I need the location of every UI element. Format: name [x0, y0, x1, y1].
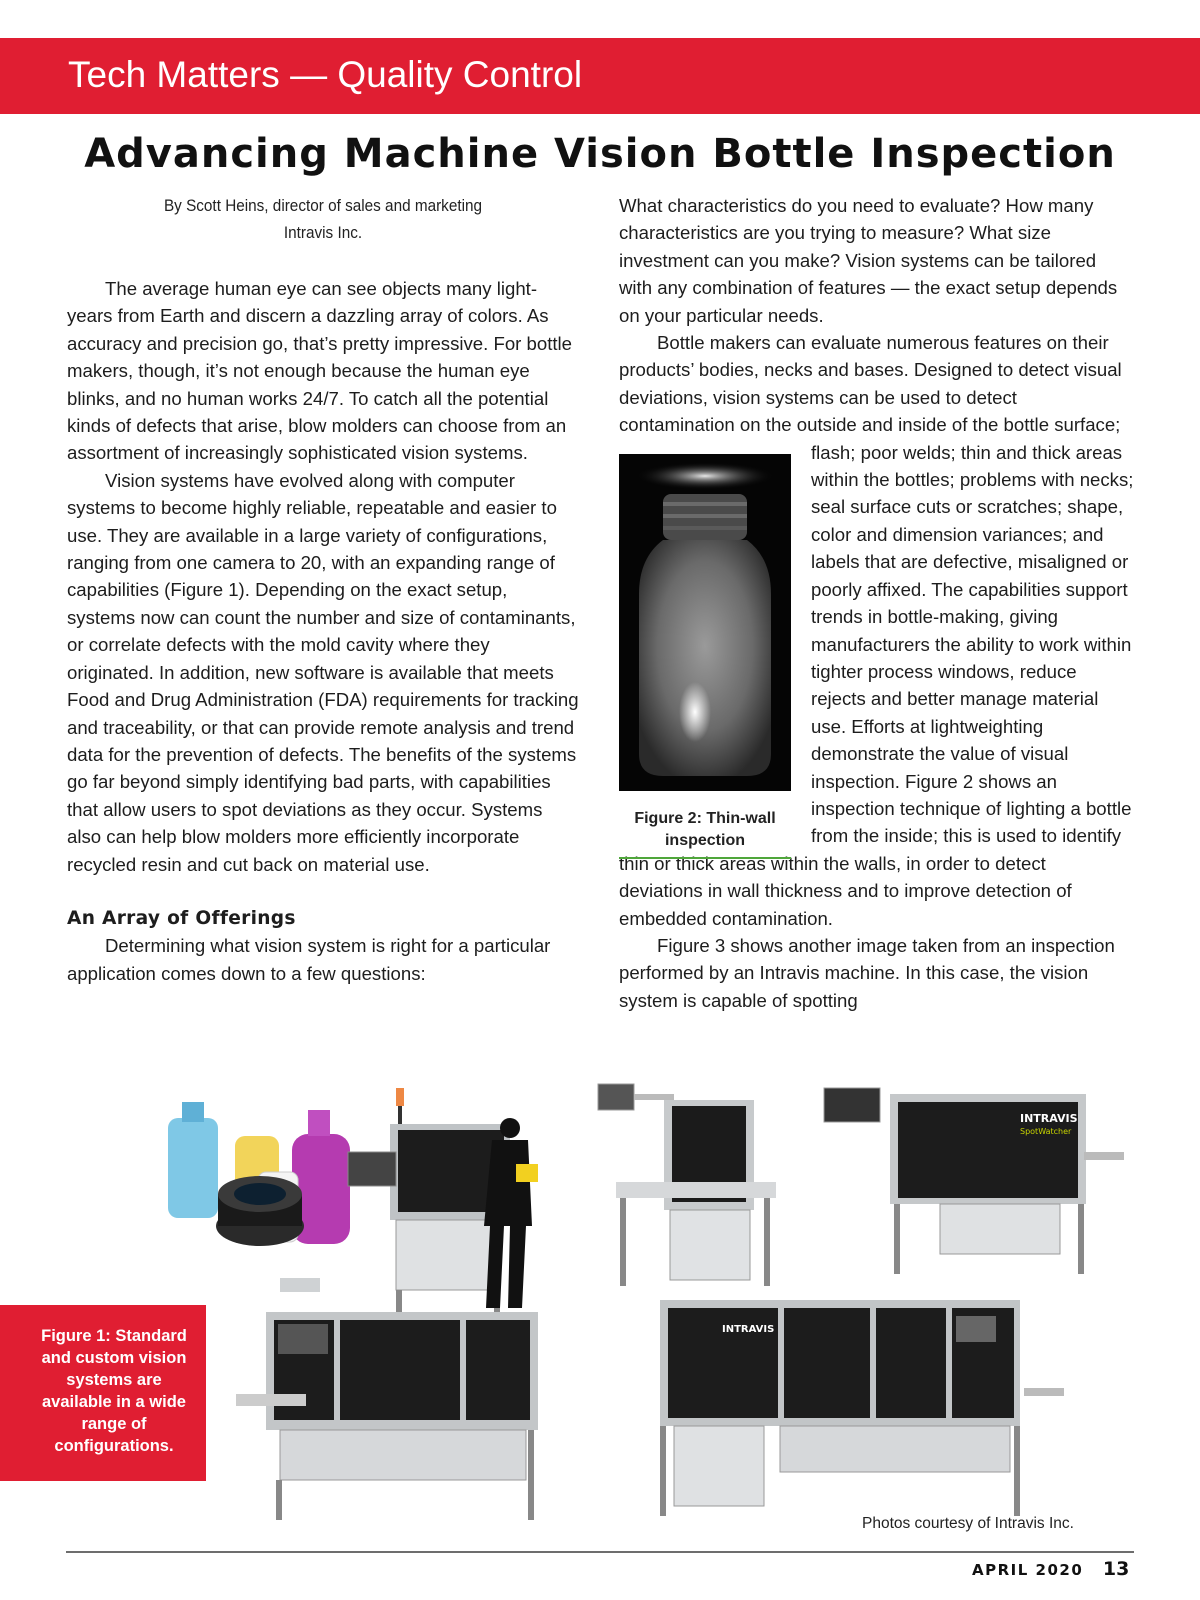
- article-headline: Advancing Machine Vision Bottle Inspection: [84, 131, 1116, 177]
- byline-company: Intravis Inc.: [283, 223, 363, 242]
- body-paragraph: What characteristics do you need to evaluate? How many characteristics are you trying to measure? What size investment can you make? Vision systems can be tailored with any combination of features — the exact setup depends on your particular needs.: [619, 195, 1118, 326]
- figure-1-caption-box: [0, 1305, 206, 1481]
- section-subhead: An Array of Offerings: [67, 907, 296, 929]
- brand-label: INTRAVIS: [1020, 1112, 1078, 1125]
- multi-station-system-image-1: [236, 1278, 538, 1520]
- thin-wall-inspection-photo: [619, 454, 791, 791]
- figure-2-caption: Figure 2: Thin-wall inspection: [619, 808, 791, 859]
- multi-station-system-image-2: [660, 1300, 1064, 1516]
- body-paragraph: Determining what vision system is right for a particular application comes down to a few questions:: [67, 935, 551, 984]
- vision-system-line-image-2: [824, 1088, 1124, 1274]
- photo-credit: Photos courtesy of Intravis Inc.: [862, 1515, 1074, 1532]
- figure-2-block: [619, 454, 795, 859]
- byline-author: By Scott Heins, director of sales and marketing: [163, 196, 483, 215]
- figure-1-collage: [60, 1076, 1142, 1546]
- section-banner: [0, 38, 1200, 114]
- brand-label-2: INTRAVIS: [722, 1324, 775, 1335]
- left-column: [67, 275, 579, 987]
- body-paragraph: Figure 3 shows another image taken from an inspection performed by an Intravis machine. In this case, the vision system is capable of spotting: [619, 934, 1115, 1011]
- body-paragraph: Bottle makers can evaluate numerous features on their products’ bodies, necks and bases. Designed to detect visual deviations, vision systems can be used to detect contamination on the outside and inside of the bottle surface; flash; poor welds; thin and thick areas within the bottles; problems with necks; seal surface cuts or scratches; shape, color and dimension variances; and labels that are defective, misaligned or poorly affixed. The capabilities support trends in bottle-making, giving manufacturers the ability to work within tighter process windows, reduce rejects and better manage material use. Efforts at lightweighting demonstrate the value of visual inspection. Figure 2 shows an inspection technique of lighting a bottle from the inside; this is used to identify thin or thick areas within the walls, in order to detect deviations in wall thickness and to improve detection of embedded contamination.: [619, 332, 1134, 929]
- footer-rule: [66, 1551, 1134, 1553]
- figure-1-caption: Figure 1: Standard and custom vision systems are available in a wide range of configurations.: [41, 1327, 187, 1455]
- section-title: Tech Matters — Quality Control: [68, 54, 583, 95]
- brand-sublabel: SpotWatcher: [1020, 1127, 1072, 1136]
- vision-system-line-image-1: [598, 1084, 776, 1286]
- page-footer: [972, 1558, 1129, 1580]
- vision-system-with-operator-image: [348, 1088, 538, 1340]
- bottles-and-lens-image: [168, 1102, 350, 1246]
- issue-date: APRIL 2020: [972, 1561, 1084, 1579]
- body-paragraph: Vision systems have evolved along with computer systems to become highly reliable, repeatable and easier to use. They are available in a large variety of configurations, ranging from one camera to 20, with an expanding range of capabilities (Figure 1). Depending on the exact setup, systems now can count the number and size of contaminants, or correlate defects with the mold cavity where they originated. In addition, new software is available that meets Food and Drug Administration (FDA) requirements for tracking and traceability, or that can provide remote analysis and trend data for the prevention of defects. The benefits of the systems go far beyond simply identifying bad parts, with capabilities that allow users to spot deviations as they occur. Systems also can help blow molders more efficiently incorporate recycled resin and cut back on material use.: [67, 469, 579, 875]
- body-paragraph: The average human eye can see objects many light-years from Earth and discern a dazzling array of colors. As accuracy and precision go, that’s pretty impressive. For bottle makers, though, it’s not enough because the human eye blinks, and no human works 24/7. To catch all the potential kinds of defects that arise, blow molders can choose from an assortment of increasingly sophisticated vision systems.: [67, 278, 573, 464]
- byline: [68, 192, 578, 246]
- page-number: 13: [1102, 1558, 1130, 1580]
